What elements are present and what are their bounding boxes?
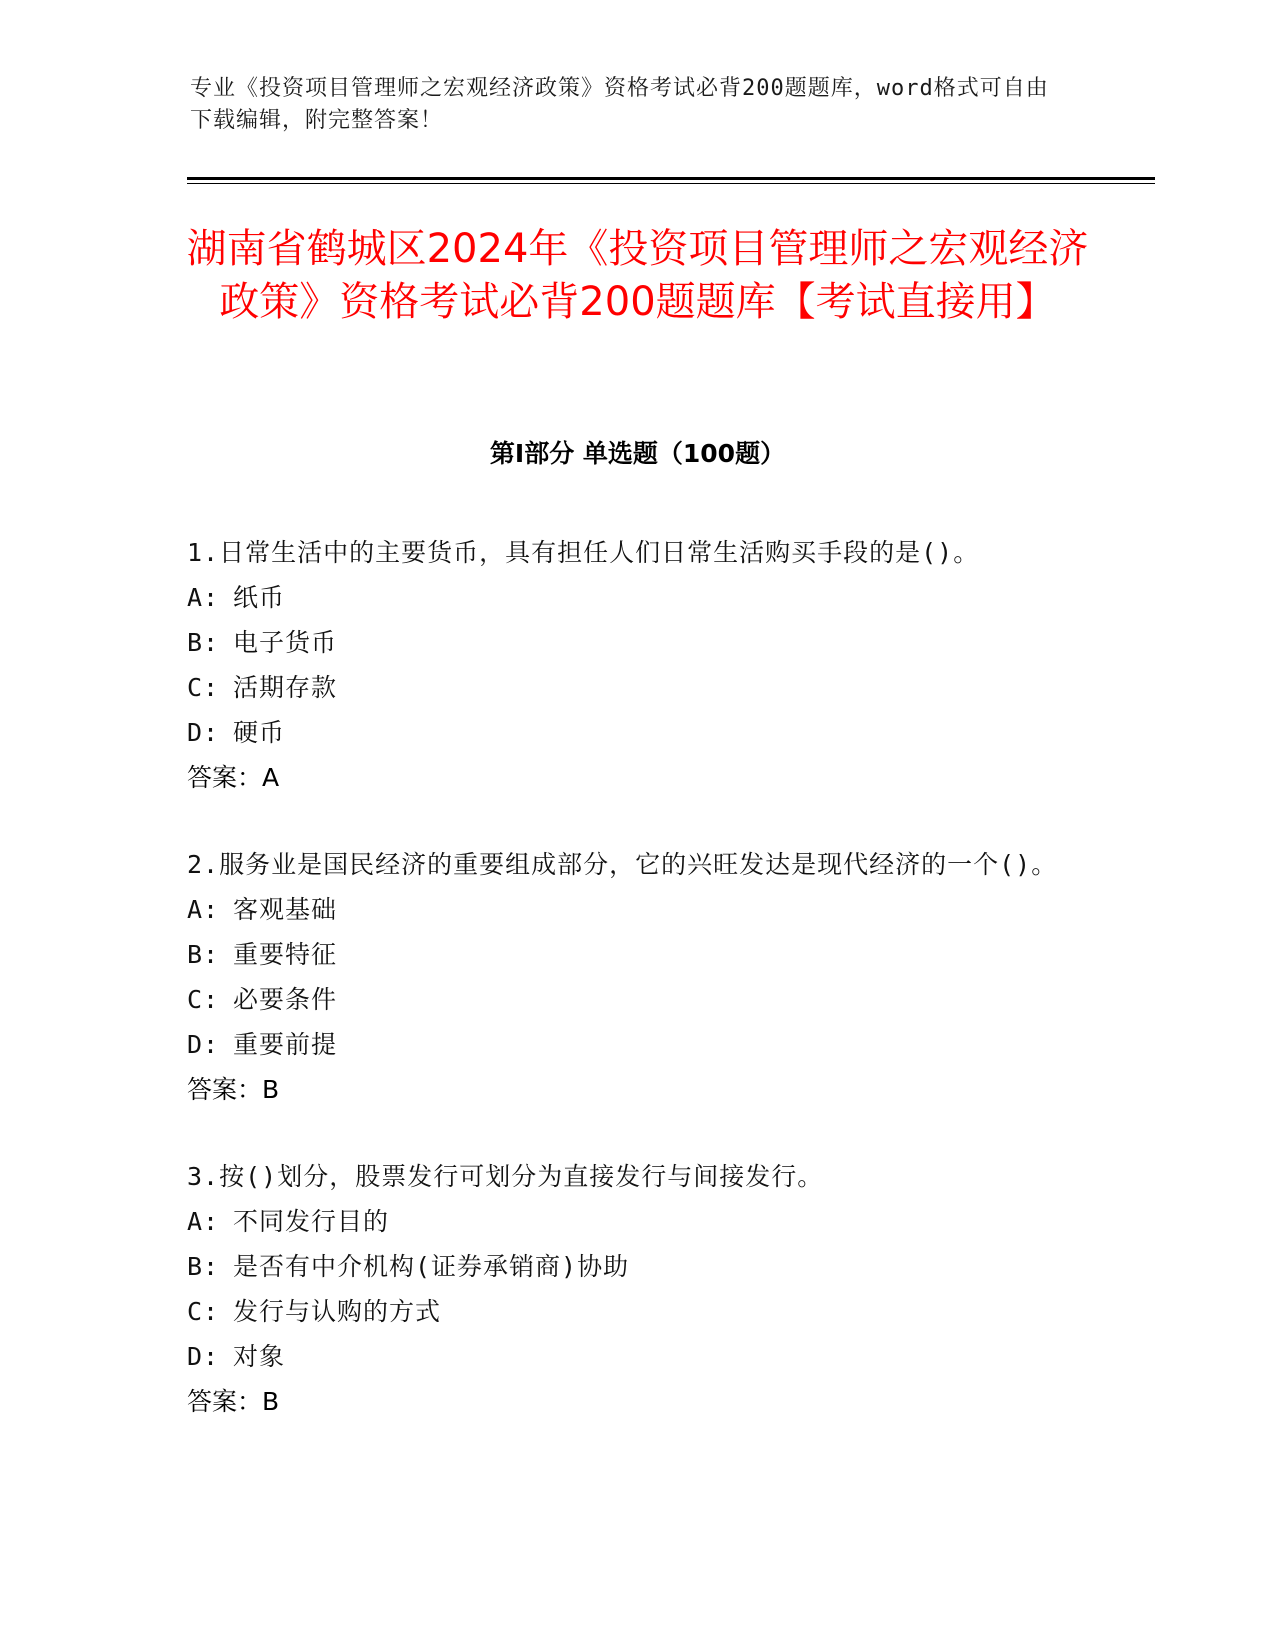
option-text: 硬币 (233, 718, 286, 747)
option-key: B: (187, 940, 220, 969)
option-key: D: (187, 718, 220, 747)
question-1 (187, 530, 1067, 800)
option-a (187, 887, 1067, 932)
option-text: 电子货币 (233, 628, 338, 657)
header-rule-thick (187, 177, 1155, 180)
option-d (187, 1334, 1067, 1379)
question-list (187, 530, 1067, 1466)
option-text: 活期存款 (233, 673, 338, 702)
section-title: 第I部分 单选题（100题） (489, 439, 786, 468)
option-text: 对象 (233, 1342, 286, 1371)
option-text: 重要特征 (233, 940, 338, 969)
answer: 答案：A (187, 763, 280, 792)
question-stem: 3.按()划分，股票发行可划分为直接发行与间接发行。 (187, 1162, 824, 1191)
option-c (187, 665, 1067, 710)
question-stem: 2.服务业是国民经济的重要组成部分，它的兴旺发达是现代经济的一个()。 (187, 850, 1058, 879)
header-note: 专业《投资项目管理师之宏观经济政策》资格考试必背200题题库，word格式可自由下载编辑，附完整答案！ (190, 76, 1049, 133)
option-c (187, 1289, 1067, 1334)
option-key: A: (187, 583, 220, 612)
option-key: C: (187, 673, 220, 702)
option-text: 客观基础 (233, 895, 338, 924)
option-key: C: (187, 985, 220, 1014)
document-title: 湖南省鹤城区2024年《投资项目管理师之宏观经济政策》资格考试必背200题题库【考试直接用】 (186, 226, 1089, 325)
option-text: 必要条件 (233, 985, 338, 1014)
question-2 (187, 842, 1067, 1112)
option-key: B: (187, 628, 220, 657)
option-key: B: (187, 1252, 220, 1281)
answer: 答案：B (187, 1075, 280, 1104)
option-d (187, 710, 1067, 755)
option-text: 发行与认购的方式 (233, 1297, 442, 1326)
option-key: C: (187, 1297, 220, 1326)
answer: 答案：B (187, 1387, 280, 1416)
question-stem: 1.日常生活中的主要货币，具有担任人们日常生活购买手段的是()。 (187, 538, 980, 567)
option-b (187, 932, 1067, 977)
option-text: 是否有中介机构(证券承销商)协助 (233, 1252, 630, 1281)
option-text: 重要前提 (233, 1030, 338, 1059)
option-d (187, 1022, 1067, 1067)
option-b (187, 1244, 1067, 1289)
option-c (187, 977, 1067, 1022)
option-key: D: (187, 1030, 220, 1059)
option-text: 纸币 (233, 583, 286, 612)
header-rule-thin (187, 183, 1155, 184)
option-key: A: (187, 895, 220, 924)
option-b (187, 620, 1067, 665)
option-text: 不同发行目的 (233, 1207, 390, 1236)
option-key: A: (187, 1207, 220, 1236)
question-3 (187, 1154, 1067, 1424)
option-a (187, 1199, 1067, 1244)
option-a (187, 575, 1067, 620)
option-key: D: (187, 1342, 220, 1371)
